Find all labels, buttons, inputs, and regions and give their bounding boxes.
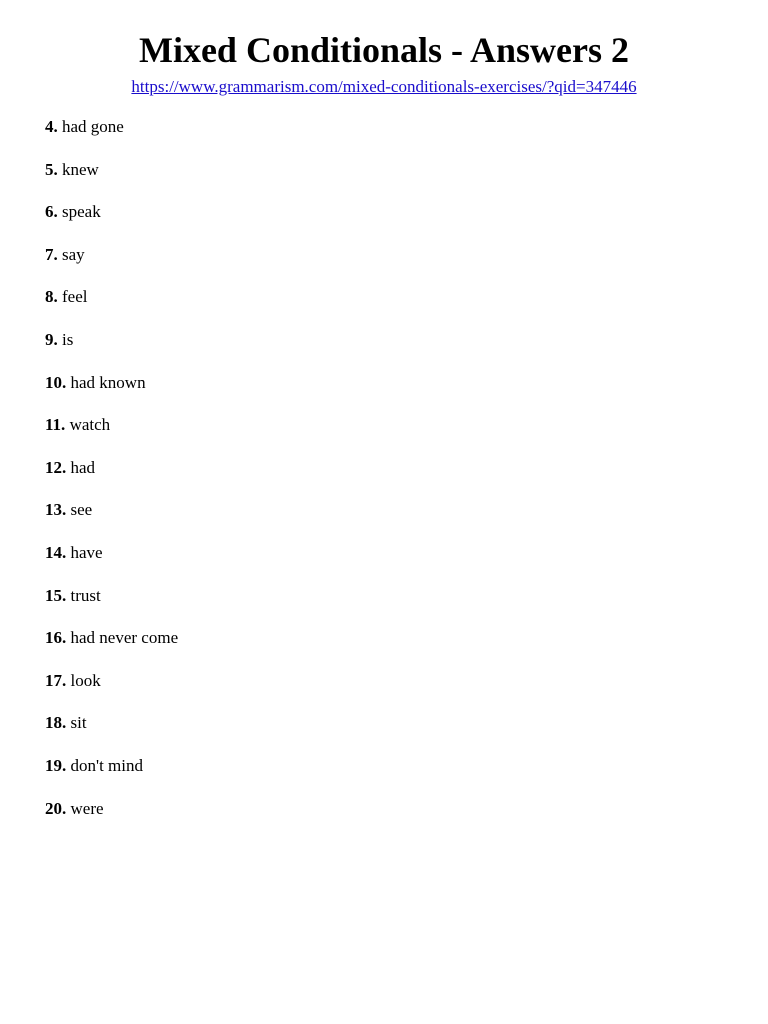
answer-number: 19.: [45, 755, 67, 775]
answer-item: [45, 627, 178, 670]
answer-number: 9.: [45, 329, 58, 349]
answer-item: [45, 244, 178, 287]
source-url-link[interactable]: https://www.grammarism.com/mixed-conditionals-exercises/?qid=347446: [131, 77, 637, 96]
answer-text: had never come: [70, 628, 179, 648]
answer-number: 5.: [45, 159, 58, 179]
answer-number: 13.: [45, 500, 67, 520]
answer-number: 11.: [45, 415, 66, 435]
answer-item: [45, 286, 178, 329]
answer-item: [45, 372, 178, 415]
answer-item: [45, 798, 178, 841]
answer-number: 6.: [45, 202, 58, 222]
answer-text: don't mind: [70, 755, 143, 775]
answer-item: [45, 116, 178, 159]
answer-number: 17.: [45, 670, 67, 690]
answer-text: see: [70, 500, 93, 520]
answer-text: speak: [62, 202, 101, 222]
answer-number: 20.: [45, 798, 67, 818]
answer-item: [45, 457, 178, 500]
answer-list: [45, 116, 178, 840]
answer-item: [45, 159, 178, 202]
page-title: Mixed Conditionals - Answers 2: [138, 30, 630, 70]
answer-text: knew: [62, 159, 99, 179]
answer-item: [45, 414, 178, 457]
answer-item: [45, 542, 178, 585]
answer-text: is: [62, 329, 74, 349]
answer-number: 15.: [45, 585, 67, 605]
answer-number: 10.: [45, 372, 67, 392]
answer-number: 16.: [45, 628, 67, 648]
answer-text: say: [62, 244, 85, 264]
answer-number: 14.: [45, 542, 67, 562]
answer-item: [45, 585, 178, 628]
answer-text: look: [70, 670, 101, 690]
answer-item: [45, 755, 178, 798]
answer-number: 4.: [45, 117, 58, 136]
answer-text: trust: [70, 585, 101, 605]
answer-item: [45, 712, 178, 755]
answer-text: sit: [70, 713, 87, 733]
answer-item: [45, 670, 178, 713]
answer-number: 7.: [45, 244, 58, 264]
answer-text: feel: [62, 287, 88, 307]
answer-text: had known: [70, 372, 146, 392]
answer-item: [45, 329, 178, 372]
answer-number: 8.: [45, 287, 58, 307]
answer-text: had gone: [62, 117, 124, 136]
answer-item: [45, 499, 178, 542]
answer-item: [45, 201, 178, 244]
answer-number: 18.: [45, 713, 67, 733]
source-link-container: [0, 76, 768, 98]
answer-text: have: [70, 542, 103, 562]
answer-text: were: [70, 798, 104, 818]
answer-number: 12.: [45, 457, 67, 477]
answer-text: watch: [69, 415, 111, 435]
answer-text: had: [70, 457, 96, 477]
